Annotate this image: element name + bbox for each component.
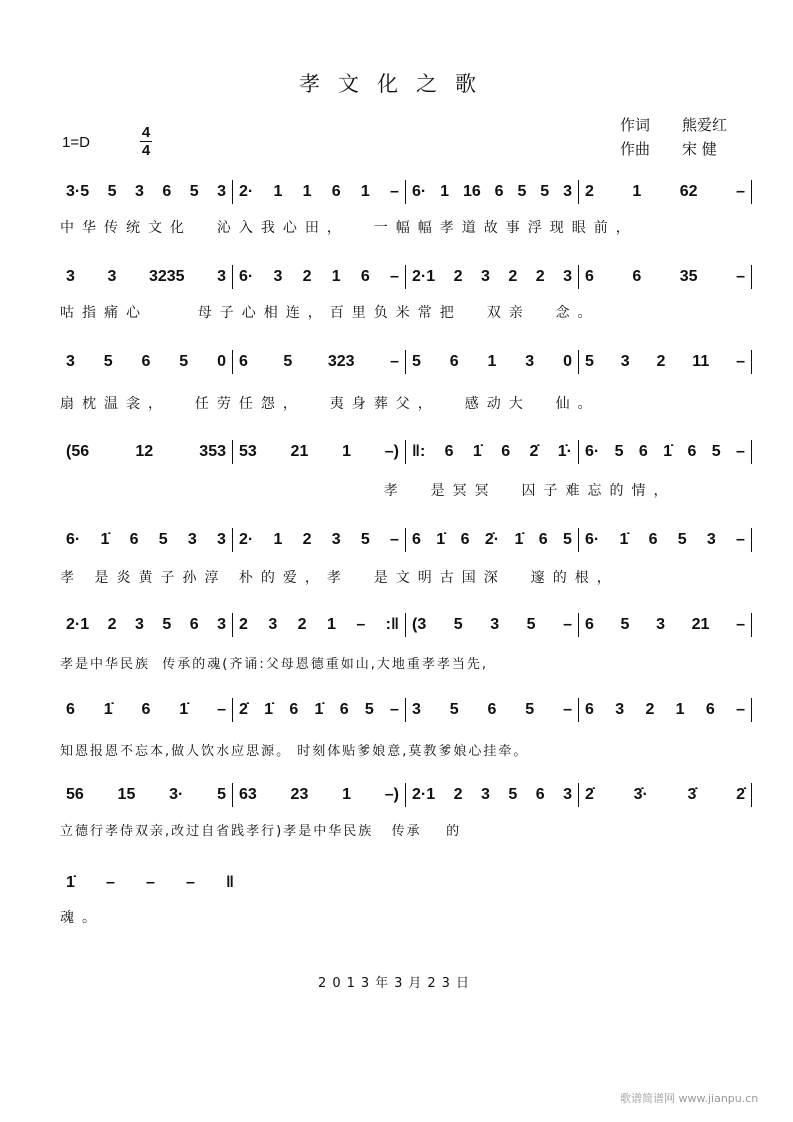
- note-group: 1̇: [619, 531, 629, 548]
- note-group: 5: [508, 786, 518, 803]
- note-group: 1: [342, 786, 351, 803]
- bar-line: [751, 528, 752, 552]
- measure: [60, 874, 240, 892]
- note-group: 0: [563, 353, 572, 370]
- lyrics-row: 魂。: [60, 910, 104, 926]
- note-group: 6: [638, 443, 648, 460]
- composer-name: 宋 健: [682, 140, 717, 158]
- note-group: 6·: [412, 183, 427, 200]
- note-group: 1̇: [472, 443, 482, 460]
- note-group: 3: [268, 616, 278, 633]
- note-group: –: [146, 874, 155, 891]
- note-group: 5: [677, 531, 687, 548]
- note-group: (3: [412, 616, 427, 633]
- measure: [579, 443, 751, 461]
- note-group: 3: [563, 786, 572, 803]
- note-group: –: [356, 616, 366, 633]
- note-group: 3: [480, 786, 490, 803]
- measure: [579, 701, 751, 719]
- music-row: [60, 440, 752, 464]
- note-group: 6: [141, 353, 151, 370]
- note-group: 323: [327, 353, 355, 370]
- composer-credit: [620, 138, 717, 159]
- note-group: 3: [134, 183, 144, 200]
- music-row: [60, 528, 752, 552]
- note-group: –: [217, 701, 226, 718]
- note-group: –: [390, 531, 399, 548]
- note-group: 3: [187, 531, 197, 548]
- note-group: –): [384, 443, 399, 460]
- note-group: 11: [692, 353, 710, 370]
- note-group: 21: [691, 616, 710, 633]
- note-group: 2̇: [585, 786, 594, 803]
- note-group: 5: [158, 531, 168, 548]
- note-group: 5: [360, 531, 370, 548]
- note-group: –: [736, 353, 745, 370]
- lyricist-label: 作词: [620, 116, 651, 134]
- note-group: 3: [525, 353, 535, 370]
- note-group: 3: [480, 268, 490, 285]
- measure: [60, 531, 232, 549]
- note-group: 1: [326, 616, 336, 633]
- measure: [579, 786, 751, 804]
- note-group: 5: [620, 616, 630, 633]
- note-group: 2·: [239, 531, 254, 548]
- note-group: 2: [453, 786, 463, 803]
- note-group: 3: [331, 531, 341, 548]
- note-group: 6: [239, 353, 248, 370]
- note-group: 1: [342, 443, 351, 460]
- measure: [579, 268, 751, 286]
- measure: [60, 183, 232, 201]
- note-group: 3: [563, 268, 572, 285]
- measure: [406, 786, 578, 804]
- note-group: –: [390, 701, 399, 718]
- measure: [579, 353, 751, 371]
- note-group: 6: [141, 701, 151, 718]
- music-row: [60, 265, 752, 289]
- note-group: 3235: [148, 268, 185, 285]
- music-row: [60, 871, 240, 895]
- note-group: 2: [535, 268, 545, 285]
- note-group: –: [390, 353, 399, 370]
- note-group: 2: [302, 531, 312, 548]
- note-group: 1̇: [66, 874, 75, 891]
- lyrics-row: 知恩报恩不忘本,做人饮水应思源。 时刻体贴爹娘意,莫教爹娘心挂牵。: [60, 744, 529, 759]
- music-row: [60, 180, 752, 204]
- note-group: 5: [412, 353, 421, 370]
- measure: [233, 531, 405, 549]
- note-group: 6·: [239, 268, 254, 285]
- note-group: 6: [494, 183, 504, 200]
- note-group: 62: [679, 183, 698, 200]
- note-group: 2: [297, 616, 307, 633]
- measure: [406, 268, 578, 286]
- note-group: 1̇·: [557, 443, 572, 460]
- note-group: 3: [134, 616, 144, 633]
- note-group: 6: [487, 701, 497, 718]
- note-group: 2: [453, 268, 463, 285]
- note-group: –: [736, 268, 745, 285]
- watermark: 歌谱简谱网 www.jianpu.cn: [620, 1092, 759, 1105]
- note-group: –: [390, 183, 399, 200]
- note-group: 6: [632, 268, 642, 285]
- measure: [233, 443, 405, 461]
- bar-line: [751, 350, 752, 374]
- measure: [233, 701, 405, 719]
- note-group: 2·1: [412, 268, 436, 285]
- note-group: 2: [585, 183, 594, 200]
- note-group: 6: [360, 268, 370, 285]
- music-row: [60, 613, 752, 637]
- note-group: 5: [162, 616, 172, 633]
- note-group: 3: [66, 353, 75, 370]
- note-group: 5: [563, 531, 572, 548]
- note-group: –: [563, 616, 572, 633]
- note-group: 3: [563, 183, 572, 200]
- measure: [406, 531, 578, 549]
- measure: [579, 616, 751, 634]
- note-group: 5: [517, 183, 527, 200]
- date: 2013年3月23日: [318, 976, 475, 991]
- note-group: –): [384, 786, 399, 803]
- lyrics-row: 立德行孝侍双亲,改过自省践孝行)孝是中华民族 传承 的: [60, 824, 462, 839]
- note-group: 6: [538, 531, 548, 548]
- note-group: 3: [656, 616, 665, 633]
- note-group: 16: [462, 183, 481, 200]
- bar-line: [751, 698, 752, 722]
- measure: [406, 443, 578, 461]
- note-group: 5: [364, 701, 374, 718]
- note-group: 3·: [169, 786, 184, 803]
- note-group: 5: [449, 701, 459, 718]
- note-group: 63: [239, 786, 257, 803]
- note-group: 3: [615, 701, 625, 718]
- measure: [406, 701, 578, 719]
- bar-line: [751, 180, 752, 204]
- note-group: 2: [302, 268, 312, 285]
- note-group: 6: [449, 353, 459, 370]
- measure: [406, 616, 578, 634]
- measure: [60, 268, 232, 286]
- note-group: 2̇: [736, 786, 745, 803]
- bar-line: [751, 613, 752, 637]
- note-group: 21: [290, 443, 309, 460]
- note-group: 3: [107, 268, 117, 285]
- note-group: 1: [360, 183, 370, 200]
- lyrics-row: 中华传统文化 沁入我心田， 一幅幅孝道故事浮现眼前，: [60, 220, 638, 236]
- note-group: 2·1: [412, 786, 436, 803]
- note-group: 1̇: [179, 701, 189, 718]
- note-group: 5: [189, 183, 199, 200]
- note-group: 3̇·: [633, 786, 648, 803]
- note-group: 6: [289, 701, 299, 718]
- note-group: 3: [412, 701, 421, 718]
- note-group: 1: [440, 183, 450, 200]
- time-signature: [140, 124, 152, 159]
- note-group: 3: [490, 616, 500, 633]
- note-group: 6: [162, 183, 172, 200]
- note-group: 0: [217, 353, 226, 370]
- lyrics-row: 孝是中华民族 传承的魂(齐诵:父母恩德重如山,大地重孝孝当先,: [60, 657, 488, 672]
- note-group: 2: [239, 616, 248, 633]
- lyrics-row: 扇枕温衾， 任劳任怨， 夷身葬父， 感动大 仙。: [60, 396, 600, 412]
- measure: [406, 183, 578, 201]
- note-group: 5: [614, 443, 624, 460]
- note-group: 353: [199, 443, 226, 460]
- note-group: –: [390, 268, 399, 285]
- note-group: –: [186, 874, 195, 891]
- measure: [233, 353, 405, 371]
- key-signature: 1=D: [62, 134, 90, 151]
- lyrics-row: 孝 是冥冥 囚子难忘的情，: [60, 483, 676, 499]
- note-group: 1̇: [514, 531, 524, 548]
- note-group: 1̇: [436, 531, 446, 548]
- note-group: 6·: [66, 531, 81, 548]
- note-group: 6: [705, 701, 715, 718]
- note-group: :‖: [385, 616, 399, 633]
- note-group: 6: [412, 531, 421, 548]
- note-group: –: [736, 183, 745, 200]
- measure: [233, 183, 405, 201]
- note-group: 2: [508, 268, 518, 285]
- measure: [406, 353, 578, 371]
- note-group: 1: [302, 183, 312, 200]
- lyrics-row: 咕指痛心 母子心相连，百里负米常把 双亲 念。: [60, 305, 600, 321]
- measure: [233, 786, 405, 804]
- note-group: 6·: [585, 443, 600, 460]
- note-group: ‖: [226, 874, 234, 891]
- note-group: 2̇: [529, 443, 539, 460]
- note-group: 5: [540, 183, 550, 200]
- note-group: 6: [444, 443, 454, 460]
- note-group: 3: [217, 616, 226, 633]
- song-title: 孝文化之歌: [299, 72, 494, 96]
- note-group: 5: [217, 786, 226, 803]
- note-group: 2̇·: [484, 531, 500, 548]
- note-group: 3: [217, 531, 226, 548]
- note-group: 2: [656, 353, 666, 370]
- note-group: 6: [585, 616, 594, 633]
- note-group: (56: [66, 443, 90, 460]
- note-group: 3: [217, 183, 226, 200]
- note-group: 3: [66, 268, 75, 285]
- note-group: 1: [487, 353, 497, 370]
- note-group: 1: [632, 183, 642, 200]
- note-group: 3: [273, 268, 283, 285]
- note-group: 1: [273, 531, 283, 548]
- note-group: 5: [526, 616, 536, 633]
- note-group: 6: [687, 443, 697, 460]
- note-group: 1̇: [264, 701, 274, 718]
- note-group: ‖:: [412, 443, 426, 460]
- note-group: 5: [585, 353, 594, 370]
- lyricist-credit: [620, 114, 727, 135]
- lyricist-name: 熊爱红: [682, 116, 728, 134]
- bar-line: [751, 783, 752, 807]
- note-group: 1̇: [103, 701, 113, 718]
- note-group: 2: [645, 701, 655, 718]
- note-group: –: [563, 701, 572, 718]
- note-group: 1: [675, 701, 685, 718]
- note-group: 2: [107, 616, 117, 633]
- note-group: –: [736, 443, 745, 460]
- time-signature-bottom: 4: [141, 142, 151, 159]
- note-group: 5: [711, 443, 721, 460]
- lyrics-row: 孝 是炎黄子孙淳 朴的爱，孝 是文明古国深 邃的根，: [60, 570, 619, 586]
- note-group: 3̇: [687, 786, 697, 803]
- note-group: 6: [501, 443, 511, 460]
- note-group: 2̇: [239, 701, 248, 718]
- composer-label: 作曲: [620, 140, 651, 158]
- note-group: –: [736, 616, 745, 633]
- measure: [579, 531, 751, 549]
- note-group: 1: [273, 183, 283, 200]
- measure: [233, 268, 405, 286]
- note-group: 56: [66, 786, 84, 803]
- note-group: 23: [290, 786, 309, 803]
- measure: [60, 786, 232, 804]
- note-group: 1: [331, 268, 341, 285]
- note-group: 1̇: [314, 701, 324, 718]
- note-group: 12: [135, 443, 154, 460]
- measure: [60, 701, 232, 719]
- measure: [60, 443, 232, 461]
- music-row: [60, 698, 752, 722]
- note-group: 6: [460, 531, 470, 548]
- note-group: 3: [706, 531, 716, 548]
- note-group: 6: [535, 786, 545, 803]
- note-group: 53: [239, 443, 257, 460]
- note-group: 5: [103, 353, 113, 370]
- note-group: 6: [66, 701, 75, 718]
- measure: [60, 616, 232, 634]
- note-group: 2·1: [66, 616, 90, 633]
- measure: [60, 353, 232, 371]
- measure: [233, 616, 405, 634]
- note-group: 3: [217, 268, 226, 285]
- note-group: –: [736, 701, 745, 718]
- note-group: 5: [107, 183, 117, 200]
- note-group: 35: [679, 268, 698, 285]
- note-group: 5: [453, 616, 463, 633]
- bar-line: [751, 265, 752, 289]
- music-row: [60, 350, 752, 374]
- note-group: –: [106, 874, 115, 891]
- note-group: 6: [331, 183, 341, 200]
- music-row: [60, 783, 752, 807]
- note-group: 6: [129, 531, 139, 548]
- note-group: 3: [620, 353, 630, 370]
- note-group: 6: [585, 701, 594, 718]
- time-signature-top: 4: [141, 124, 151, 141]
- note-group: 5: [525, 701, 535, 718]
- note-group: 5: [283, 353, 293, 370]
- note-group: 6: [339, 701, 349, 718]
- note-group: 1̇: [663, 443, 673, 460]
- note-group: 6: [648, 531, 658, 548]
- note-group: –: [736, 531, 745, 548]
- bar-line: [751, 440, 752, 464]
- note-group: 15: [117, 786, 136, 803]
- note-group: 6: [585, 268, 594, 285]
- note-group: 2·: [239, 183, 254, 200]
- note-group: 3·5: [66, 183, 90, 200]
- note-group: 6·: [585, 531, 600, 548]
- note-group: 6: [189, 616, 199, 633]
- note-group: 5: [179, 353, 189, 370]
- note-group: 1̇: [100, 531, 110, 548]
- measure: [579, 183, 751, 201]
